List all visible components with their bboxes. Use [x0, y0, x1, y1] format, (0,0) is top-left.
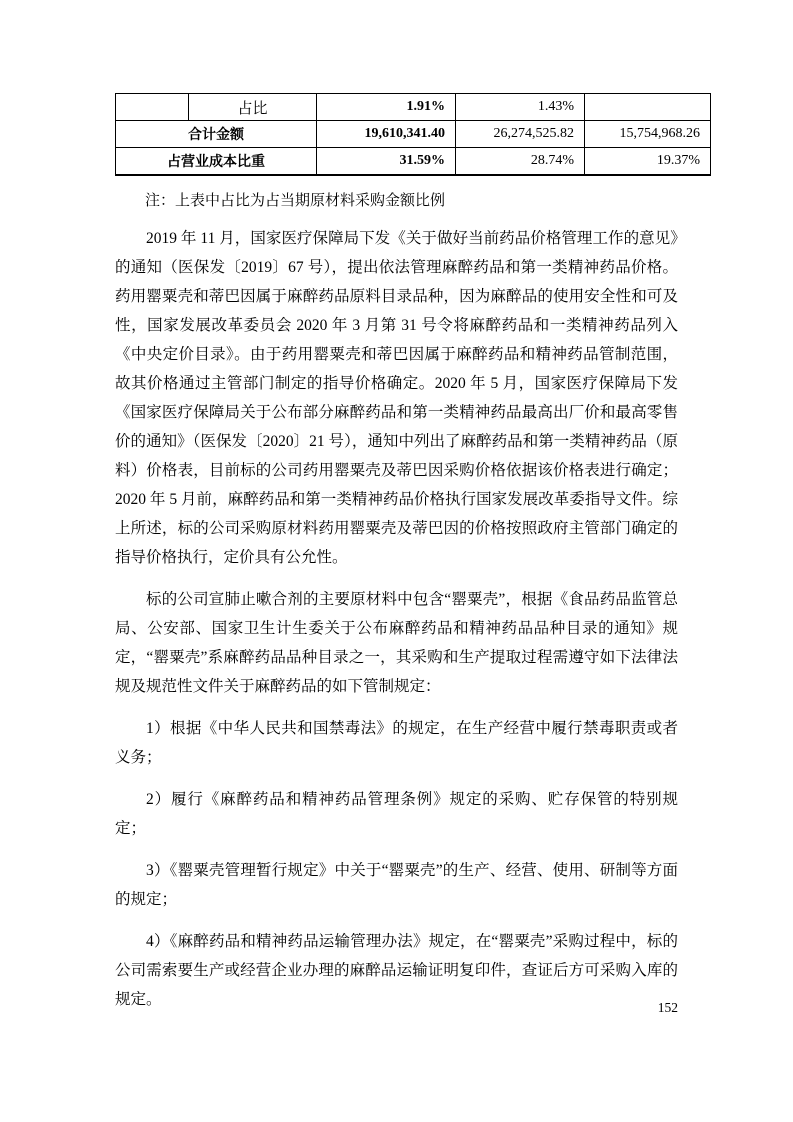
cell-value: 26,274,525.82	[456, 121, 585, 148]
cell-value: 1.43%	[456, 94, 585, 121]
table-row-cost-ratio	[116, 148, 711, 176]
cell-value: 31.59%	[317, 148, 456, 176]
table-note: 注：上表中占比为占当期原材料采购金额比例	[145, 193, 446, 209]
cell-value: 1.91%	[317, 94, 456, 121]
row-label: 占营业成本比重	[116, 148, 317, 176]
cell-value: 28.74%	[456, 148, 585, 176]
cell-value	[585, 94, 711, 121]
list-item-2: 2）履行《麻醉药品和精神药品管理条例》规定的采购、贮存保管的特别规定；	[115, 791, 678, 837]
paragraph-price-regulation: 2019 年 11 月，国家医疗保障局下发《关于做好当前药品价格管理工作的意见》的通知（医保发〔2019〕67 号），提出依法管理麻醉药品和第一类精神药品价格。药用罂粟壳和蒂巴因属于麻醉药品原料目录品种，因为麻醉品的使用安全性和可及性，国家发展改革委员会 2020 年 3 月第 31 号令将麻醉药品和一类精神药品列入《中央定价目录》。由于药用罂粟壳和蒂巴因属于麻醉药品和精神药品管制范围，故其价格通过主管部门制定的指导价格确定。2020 年 5 月，国家医疗保障局下发《国家医疗保障局关于公布部分麻醉药品和第一类精神药品最高出厂价和最高零售价的通知》（医保发〔2020〕21 号），通知中列出了麻醉药品和第一类精神药品（原料）价格表，目前标的公司药用罂粟壳及蒂巴因采购价格依据该价格表进行确定；2020 年 5 月前，麻醉药品和第一类精神药品价格执行国家发展改革委指导文件。综上所述，标的公司采购原材料药用罂粟壳及蒂巴因的价格按照政府主管部门确定的指导价格执行，定价具有公允性。	[115, 230, 678, 566]
cell-value: 15,754,968.26	[585, 121, 711, 148]
list-item-4: 4）《麻醉药品和精神药品运输管理办法》规定，在“罂粟壳”采购过程中，标的公司需索要生产或经营企业办理的麻醉品运输证明复印件，查证后方可采购入库的规定。	[115, 933, 678, 1008]
paragraph-poppy-shell-intro: 标的公司宣肺止嗽合剂的主要原材料中包含“罂粟壳”，根据《食品药品监管总局、公安部、国家卫生计生委关于公布麻醉药品和精神药品品种目录的通知》规定，“罂粟壳”系麻醉药品品种目录之一，其采购和生产提取过程需遵守如下法律法规及规范性文件关于麻醉药品的如下管制规定：	[115, 591, 678, 695]
row-label: 占比	[237, 100, 268, 117]
row-label: 合计金额	[116, 121, 317, 148]
page-content	[115, 93, 700, 1014]
cell-value: 19,610,341.40	[317, 121, 456, 148]
table-row-ratio	[116, 94, 711, 121]
list-item-1: 1）根据《中华人民共和国禁毒法》的规定，在生产经营中履行禁毒职责或者义务；	[115, 720, 678, 766]
table-row-total	[116, 121, 711, 148]
empty-subcell	[116, 94, 189, 120]
page-number: 152	[657, 1000, 678, 1015]
row-label-cell	[116, 94, 317, 121]
cell-value: 19.37%	[585, 148, 711, 176]
procurement-table	[115, 93, 711, 176]
list-item-3: 3）《罂粟壳管理暂行规定》中关于“罂粟壳”的生产、经营、使用、研制等方面的规定；	[115, 862, 678, 908]
